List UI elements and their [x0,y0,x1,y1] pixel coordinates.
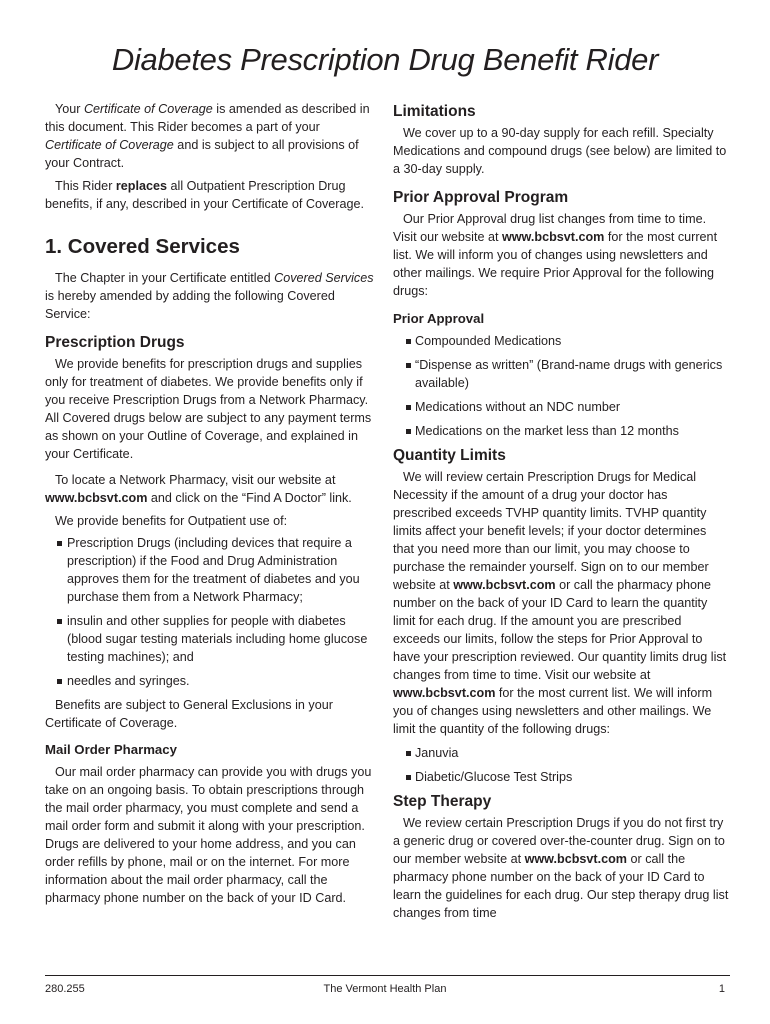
form-number: 280.255 [45,983,85,995]
footer-divider [45,975,730,976]
prior-approval-subheading: Prior Approval [393,311,485,326]
list-item: insulin and other supplies for people with diabetes (blood sugar testing materials including home glucose testing machines); and [45,612,380,666]
certificate-term: Certificate of Coverage [45,138,174,152]
prior-approval-paragraph [393,210,729,300]
quantity-limits-list [393,744,729,786]
prescription-drugs-heading: Prescription Drugs [45,334,185,351]
step-therapy-paragraph [393,814,729,922]
prescription-paragraph-4: Benefits are subject to General Exclusions in your Certificate of Coverage. [45,698,333,730]
limitations-heading: Limitations [393,103,476,120]
list-item: Medications on the market less than 12 months [393,422,729,440]
intro-paragraph-2 [45,177,380,213]
list-item: Compounded Medications [393,332,729,350]
left-column [45,100,380,907]
covered-services-paragraph [45,269,380,323]
website-link[interactable]: www.bcbsvt.com [393,686,496,700]
website-link[interactable]: www.bcbsvt.com [45,491,148,505]
replaces-emphasis: replaces [115,179,168,193]
prior-approval-program-heading: Prior Approval Program [393,189,569,206]
prescription-paragraph-1: We provide benefits for prescription drugs and supplies only for treatment of diabetes. We provide benefits only if you receive Prescription Drugs from a Network Pharmacy. All Covered drugs below are subject to any payment terms as shown on your Outline of Coverage, and explained in your Certificate. [45,357,372,461]
mail-order-heading: Mail Order Pharmacy [45,742,177,757]
text: or call the pharmacy phone number on the back of your ID Card to learn the quantity limit for each drug. If the amount you are prescribed exceeds our limits, follow the steps for Prior Approval to have your prescription reviewed. Our quantity limits drug list changes from time to time. Visit our website at [393,578,727,682]
list-item: Medications without an NDC number [393,398,729,416]
text: or call the pharmacy phone number on the back of your ID Card to learn the guidelines for each drug. Our step therapy drug list changes from time [393,852,729,920]
text: and is subject to all provisions of your Contract. [45,138,359,170]
certificate-term: Certificate of Coverage [83,102,213,116]
right-column [393,100,729,922]
mail-order-paragraph: Our mail order pharmacy can provide you with drugs you take on an ongoing basis. To obtain prescriptions through the mail order pharmacy, you must complete and send a mail order form and submit it along with your prescription. Drugs are delivered to your home address, and you can order refills by phone, mail or on the internet. For more information about the mail order pharmacy, call the pharmacy phone number on the back of your ID Card. [45,765,372,905]
limitations-paragraph: We cover up to a 90-day supply for each refill. Specialty Medications and compound drugs (see below) are limited to a 30-day supply. [393,126,727,176]
quantity-limits-paragraph [393,468,729,738]
text: is amended as described in this document. This Rider becomes a part of your [45,102,370,134]
prescription-paragraph-3: We provide benefits for Outpatient use of: [55,514,288,528]
outpatient-list [45,534,380,690]
list-item: “Dispense as written” (Brand-name drugs with generics available) [393,356,729,392]
text: This Rider [55,179,116,193]
list-item: needles and syringes. [45,672,380,690]
website-link[interactable]: www.bcbsvt.com [524,852,627,866]
list-item: Diabetic/Glucose Test Strips [393,768,729,786]
prior-approval-list [393,332,729,440]
footer-organization: The Vermont Health Plan [323,983,447,995]
text: is hereby amended by adding the following Covered Service: [45,289,335,321]
text: We will review certain Prescription Drugs for Medical Necessity if the amount of a drug your doctor has prescribed exceeds TVHP quantity limits. TVHP quantity limits affect your benefit levels; if your doctor determines that you need more than our limit, you may choose to purchase the remainder yourself. Sign on to our member website at [393,470,709,592]
list-item: Januvia [393,744,729,762]
text: and click on the “Find A Doctor” link. [147,491,352,505]
text: for the most current list. We will inform you of changes using newsletters and other mailings. We require Prior Approval for the following drugs: [393,230,718,298]
list-item: Prescription Drugs (including devices that require a prescription) if the Food and Drug Administration approves them for the treatment of diabetes and you purchase them from a Network Pharmacy; [45,534,380,606]
intro-paragraph-1 [45,100,380,172]
step-therapy-heading: Step Therapy [393,793,492,810]
text: Your [55,102,84,116]
website-link[interactable]: www.bcbsvt.com [501,230,605,244]
website-link[interactable]: www.bcbsvt.com [453,578,556,592]
prescription-paragraph-2 [45,471,380,507]
text: To locate a Network Pharmacy, visit our website at [55,473,336,487]
covered-services-heading: 1. Covered Services [45,235,240,258]
quantity-limits-heading: Quantity Limits [393,447,506,464]
document-title: Diabetes Prescription Drug Benefit Rider [111,42,659,77]
page-number: 1 [718,983,725,995]
text: We review certain Prescription Drugs if you do not first try a generic drug or covered over-the-counter drug. Sign on to our member website at [393,816,725,866]
covered-services-term: Covered Services [274,271,374,285]
text: Our Prior Approval drug list changes from time to time. Visit our website at [393,212,707,244]
text: all Outpatient Prescription Drug benefits, if any, described in your Certificate of Coverage. [45,179,364,211]
text: for the most current list. We will inform you of changes using newsletters and other mailings. We limit the quantity of the following drugs: [393,686,713,736]
text: The Chapter in your Certificate entitled [55,271,275,285]
